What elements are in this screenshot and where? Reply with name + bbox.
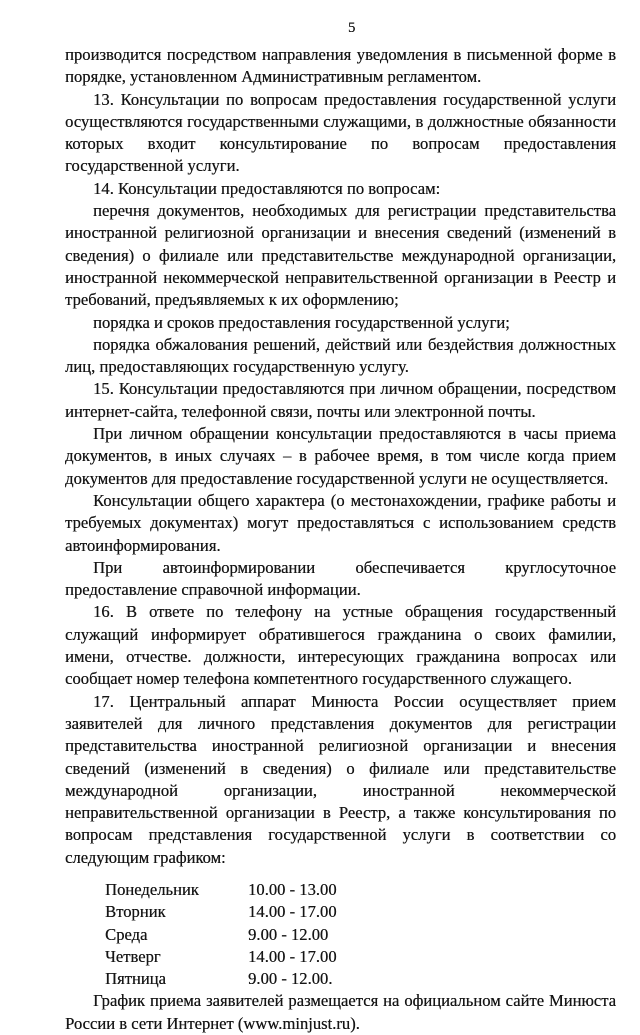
schedule-hours: 9.00 - 12.00. — [248, 969, 333, 989]
schedule-row — [105, 946, 616, 968]
schedule-hours: 14.00 - 17.00 — [248, 902, 337, 922]
schedule-day: Понедельник — [105, 879, 199, 899]
schedule-day: Четверг — [105, 946, 161, 966]
page-number: 5 — [348, 20, 356, 36]
schedule-row — [105, 924, 616, 946]
schedule-hours: 14.00 - 17.00 — [248, 946, 337, 966]
paragraph-continuation: производится посредством направления уведомления в письменной форме в порядке, установленном Административным регламентом. — [65, 45, 616, 87]
reception-schedule-table — [105, 879, 616, 990]
paragraph-17: 17. Центральный аппарат Минюста России осуществляет прием заявителей для личного представления документов для регистрации представительства иностранной религиозной организации и внесения сведений (изменений в сведения) о филиале или представительстве международной организации, иностранной некоммерческой неправительственной организации в Реестр, а также консультирования по вопросам представления государственной услуги в соответствии со следующим графиком: — [65, 691, 616, 867]
schedule-hours: 9.00 - 12.00 — [248, 924, 329, 944]
schedule-day: Вторник — [105, 902, 166, 922]
document-body — [65, 44, 616, 1035]
paragraph-15: 15. Консультации предоставляются при личном обращении, посредством интернет-сайта, телефонной связи, почты или электронной почты. — [65, 379, 616, 421]
schedule-day: Среда — [105, 924, 148, 944]
paragraph-14: 14. Консультации предоставляются по вопросам: — [93, 178, 441, 198]
paragraph-13: 13. Консультации по вопросам предоставления государственной услуги осуществляются государственными служащими, в должностные обязанности которых входит консультирование по вопросам предоставления государственной услуги. — [65, 89, 616, 176]
schedule-row — [105, 968, 616, 990]
paragraph-15-autoinforming: При автоинформировании обеспечивается круглосуточное предоставление справочной информации. — [65, 557, 616, 600]
paragraph-16: 16. В ответе по телефону на устные обращения государственный служащий информирует обратившегося гражданина о своих фамилии, имени, отчестве. должности, интересующих гражданина вопросах или сообщает номер телефона компетентного государственного служащего. — [65, 602, 616, 689]
paragraph-15-general-consultations: Консультации общего характера (о местонахождении, графике работы и требуемых документах) могут предоставляться с использованием средств автоинформирования. — [65, 490, 616, 555]
schedule-hours: 10.00 - 13.00 — [248, 879, 337, 899]
paragraph-14-subitem-terms: порядка и сроков предоставления государственной услуги; — [93, 312, 510, 332]
schedule-row — [105, 901, 616, 923]
paragraph-website: График приема заявителей размещается на официальном сайте Минюста России в сети Интернет (www.minjust.ru). — [65, 991, 616, 1033]
paragraph-14-subitem-appeals: порядка обжалования решений, действий или бездействия должностных лиц, предоставляющих государственную услугу. — [65, 334, 616, 377]
schedule-row — [105, 879, 616, 901]
paragraph-14-subitem-documents: перечня документов, необходимых для регистрации представительства иностранной религиозной организации и внесения сведений (изменений в сведения) о филиале или представительстве международной организации, иностранной некоммерческой неправительственной организации в Реестр и требований, предъявляемых к их оформлению; — [65, 201, 616, 310]
paragraph-15-personal-visit: При личном обращении консультации предоставляются в часы приема документов, в иных случаях – в рабочее время, в том числе когда прием документов для предоставление государственной услуги не осуществляется. — [65, 424, 616, 488]
schedule-day: Пятница — [105, 969, 166, 989]
